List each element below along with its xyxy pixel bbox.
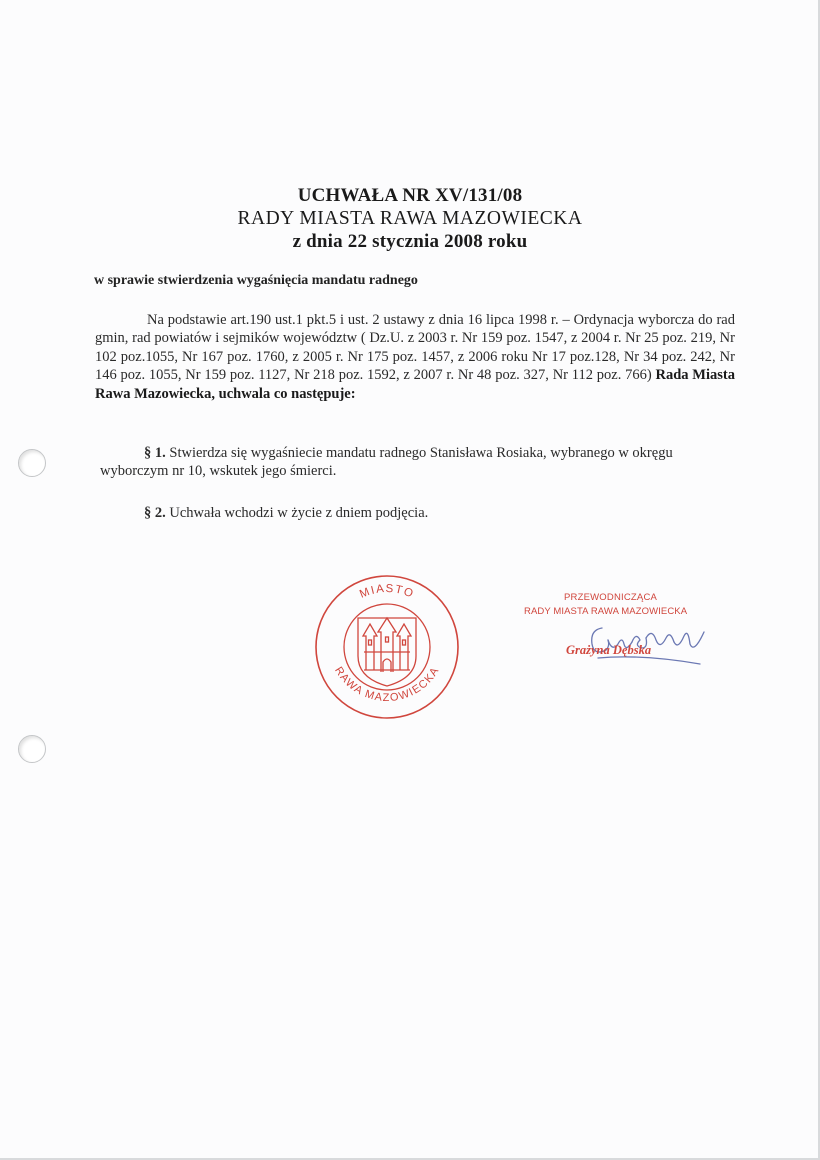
city-seal xyxy=(314,574,460,720)
signatory-title: PRZEWODNICZĄCA xyxy=(564,592,658,603)
seal-bottom-text: RAWA MAZOWIECKA xyxy=(332,664,442,705)
resolution-header xyxy=(0,184,820,253)
resolution-subject: w sprawie stwierdzenia wygaśnięcia mandatu radnego xyxy=(94,273,418,288)
paragraph-2-number: § 2. xyxy=(144,505,166,521)
resolution-number: UCHWAŁA NR XV/131/08 xyxy=(297,185,523,206)
legal-basis xyxy=(95,311,735,403)
paragraph-1-text: Stwierdza się wygaśniecie mandatu radnego Stanisława Rosiaka, wybranego w okręgu wyborczym nr 10, wskutek jego śmierci. xyxy=(100,445,673,480)
council-name: RADY MIASTA RAWA MAZOWIECKA xyxy=(237,208,583,229)
legal-basis-decision: Rada Miasta Rawa Mazowiecka, uchwala co następuje: xyxy=(95,367,735,402)
punch-hole xyxy=(18,449,46,477)
signatory-name: Grażyna Dębska xyxy=(566,643,652,657)
paragraph-1 xyxy=(100,444,720,481)
paragraph-1-number: § 1. xyxy=(144,445,166,461)
legal-basis-text: Na podstawie art.190 ust.1 pkt.5 i ust. 2 ustawy z dnia 16 lipca 1998 r. – Ordynacja wyborcza do rad gmin, rad powiatów i sejmików województw ( Dz.U. z 2003 r. Nr 159 poz. 1547, z 2004 r. Nr 25 poz. 219, Nr 102 poz.1055, Nr 167 poz. 1760, z 2005 r. Nr 175 poz. 1457, z 2006 roku Nr 17 poz.128, Nr 34 poz. 242, Nr 146 poz. 1055, Nr 159 poz. 1127, Nr 218 poz. 1592, z 2007 r. Nr 48 poz. 327, Nr 112 poz. 766) xyxy=(95,312,735,384)
paragraph-2-text: Uchwała wchodzi w życie z dniem podjęcia. xyxy=(165,505,429,521)
signatory-institution: RADY MIASTA RAWA MAZOWIECKA xyxy=(524,606,688,617)
resolution-date: z dnia 22 stycznia 2008 roku xyxy=(292,231,528,252)
coat-of-arms-icon xyxy=(358,618,416,686)
seal-top-text: MIASTO xyxy=(358,582,416,601)
handwritten-signature xyxy=(582,614,712,670)
punch-hole xyxy=(18,735,46,763)
paragraph-2 xyxy=(144,504,428,522)
